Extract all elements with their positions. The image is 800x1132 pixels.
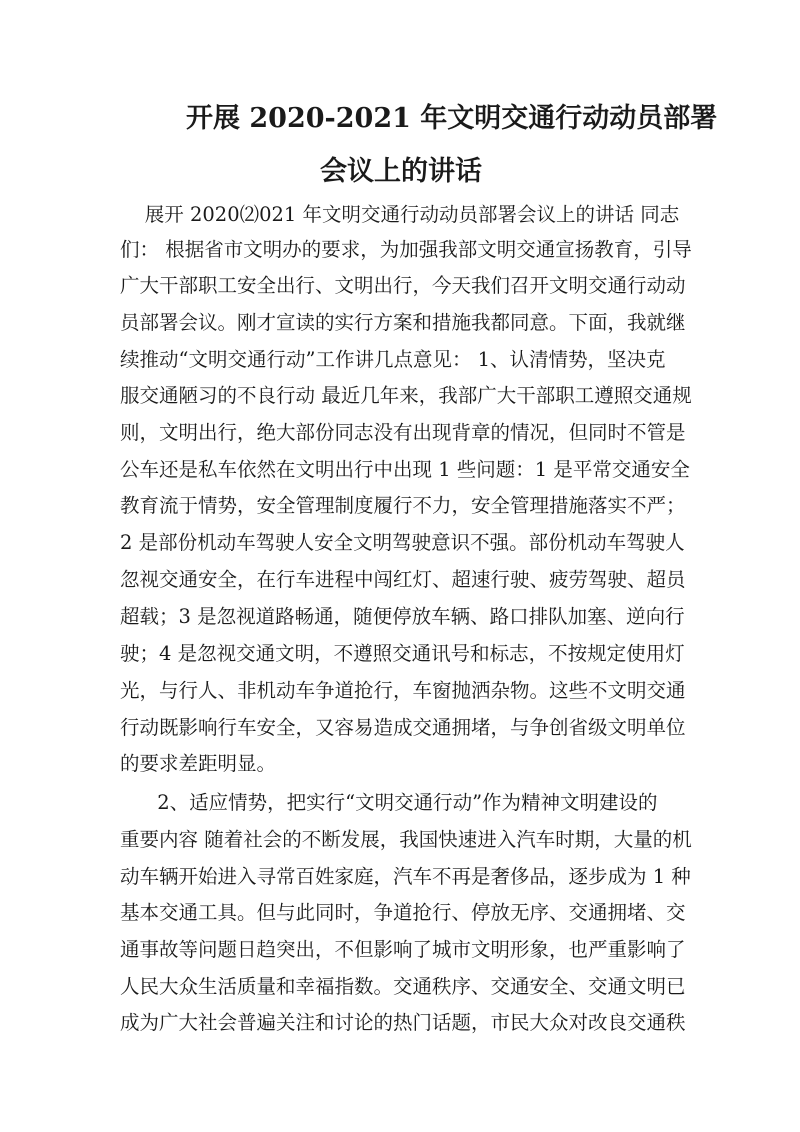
body-line: 公车还是私车依然在文明出行中出现 1 些问题：1 是平常交通安全 bbox=[120, 458, 690, 481]
title-line-1: 开展 2020-2021 年文明交通行动动员部署 bbox=[186, 103, 718, 134]
body-line: 重要内容 随着社会的不断发展，我国快速进入汽车时期，大量的机 bbox=[120, 828, 692, 851]
title-line-2: 会议上的讲话 bbox=[320, 156, 482, 187]
body-line: 的要求差距明显。 bbox=[120, 752, 277, 775]
body-line: 教育流于情势，安全管理制度履行不力，安全管理措施落实不严； bbox=[120, 494, 686, 517]
body-line: 基本交通工具。但与此同时，争道抢行、停放无序、交通拥堵、交 bbox=[120, 901, 686, 924]
body-line: 们： 根据省市文明办的要求，为加强我部文明交通宣扬教育，引导 bbox=[120, 238, 692, 261]
body-line: 人民大众生活质量和幸福指数。交通秩序、交通安全、交通文明已 bbox=[120, 975, 686, 998]
body-line: 超载；3 是忽视道路畅通，随便停放车辆、路口排队加塞、逆向行 bbox=[120, 605, 685, 628]
body-line: 展开 2020⑵021 年文明交通行动动员部署会议上的讲话 同志 bbox=[120, 203, 680, 226]
body-line: 服交通陋习的不良行动 最近几年来，我部广大干部职工遵照交通规 bbox=[120, 384, 692, 407]
body-line: 驶；4 是忽视交通文明，不遵照交通讯号和标志，不按规定使用灯 bbox=[120, 642, 685, 665]
body-line: 广大干部职工安全出行、文明出行，今天我们召开文明交通行动动 bbox=[120, 274, 686, 297]
body-line: 动车辆开始进入寻常百姓家庭，汽车不再是奢侈品，逐步成为 1 种 bbox=[120, 865, 691, 888]
body-line: 员部署会议。刚才宣读的实行方案和措施我都同意。下面，我就继 bbox=[120, 311, 686, 334]
body-line: 忽视交通安全，在行车进程中闯红灯、超速行驶、疲劳驾驶、超员 bbox=[120, 568, 686, 591]
body-line: 续推动“文明交通行动”工作讲几点意见： 1、认清情势，坚决克 bbox=[120, 348, 666, 371]
body-line: 2、适应情势，把实行“文明交通行动”作为精神文明建设的 bbox=[120, 791, 658, 814]
body-line: 则，文明出行，绝大部份同志没有出现背章的情况，但同时不管是 bbox=[120, 421, 686, 444]
body-line: 光，与行人、非机动车争道抢行，车窗抛洒杂物。这些不文明交通 bbox=[120, 679, 686, 702]
body-line: 成为广大社会普遍关注和讨论的热门话题，市民大众对改良交通秩 bbox=[120, 1011, 686, 1034]
body-line: 2 是部份机动车驾驶人安全文明驾驶意识不强。部份机动车驾驶人 bbox=[120, 531, 685, 554]
body-line: 行动既影响行车安全，又容易造成交通拥堵，与争创省级文明单位 bbox=[120, 716, 686, 739]
body-line: 通事故等问题日趋突出，不但影响了城市文明形象，也严重影响了 bbox=[120, 938, 686, 961]
